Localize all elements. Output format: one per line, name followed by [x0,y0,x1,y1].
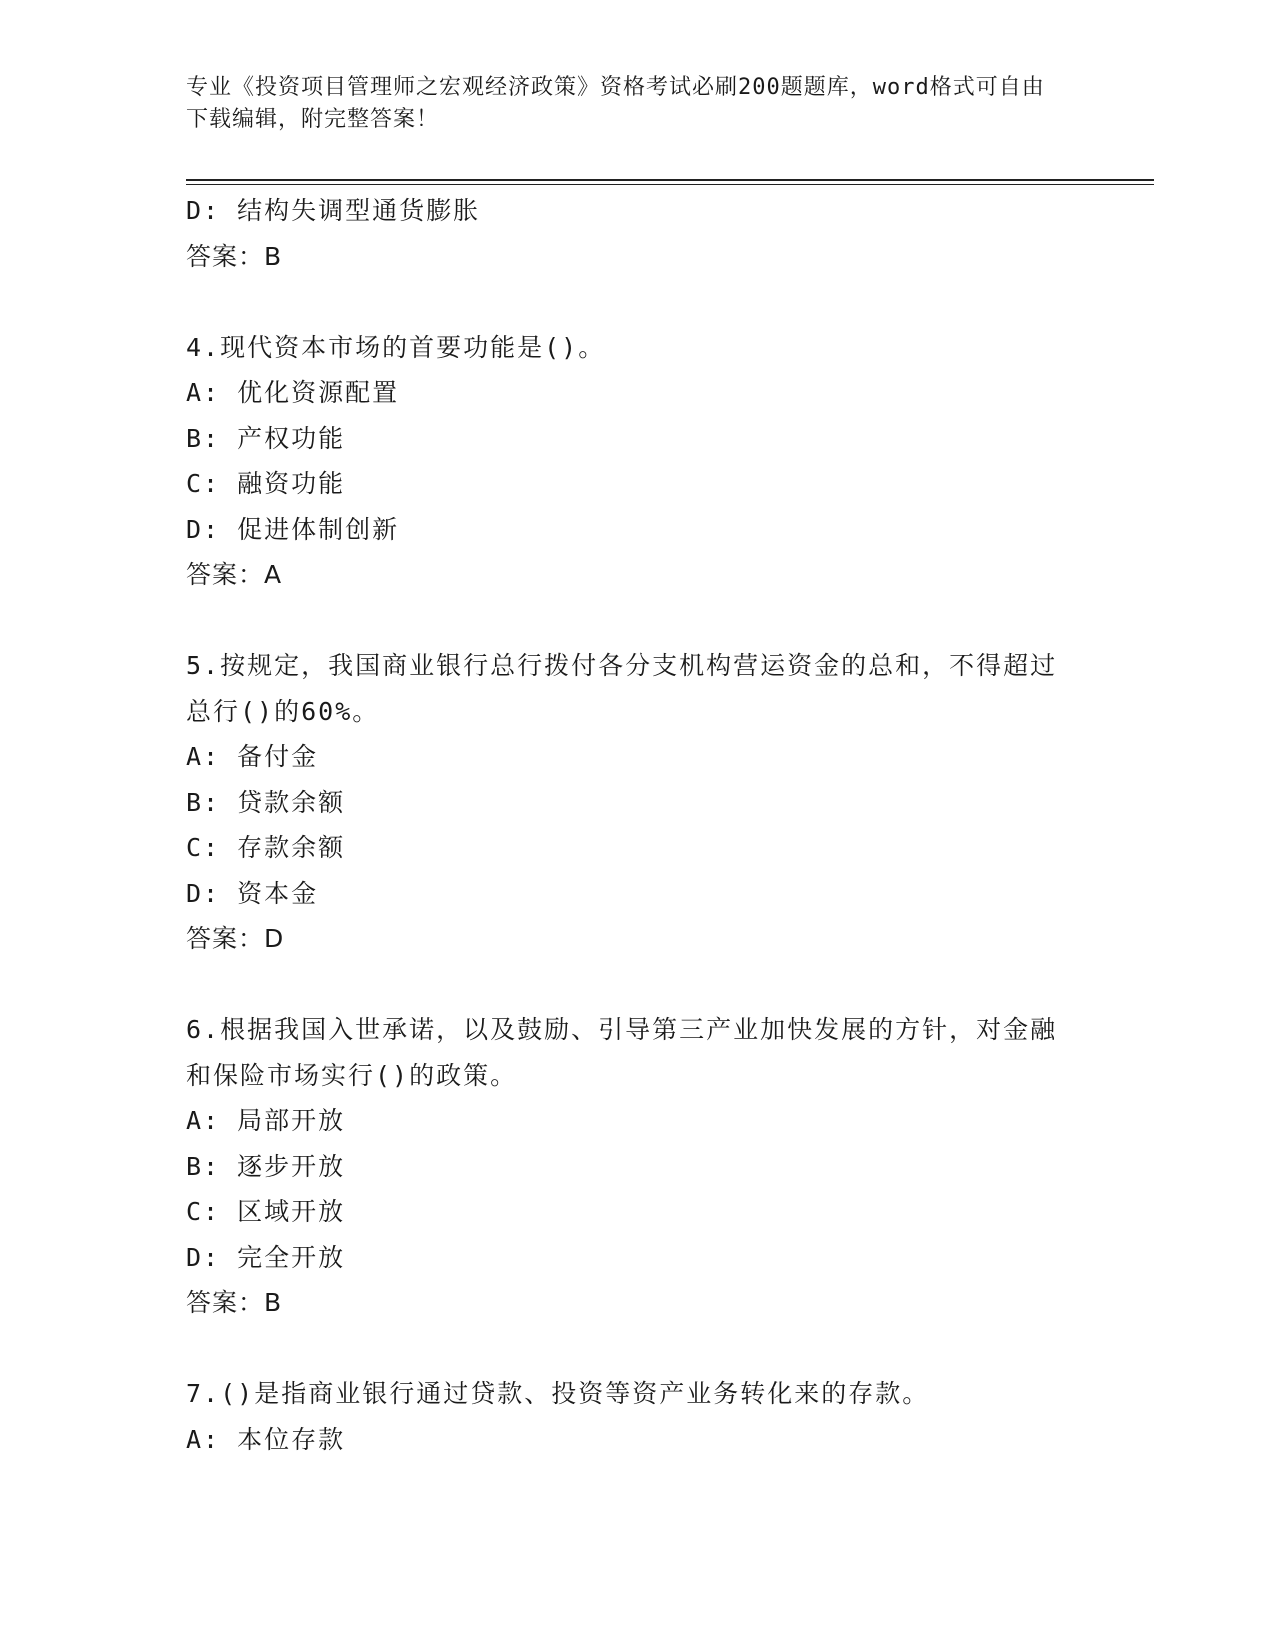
option-a: A: 局部开放 [186,1106,346,1135]
option-a: A: 备付金 [186,742,319,771]
option-b: B: 逐步开放 [186,1151,346,1181]
spacer [186,962,1086,1008]
question-6-text: 6.根据我国入世承诺，以及鼓励、引导第三产业加快发展的方针，对金融和保险市场实行()的政策。 [186,1015,1058,1090]
spacer [186,598,1086,644]
option-b: B: 产权功能 [186,423,346,453]
option-d: D: 资本金 [186,878,319,908]
question-7-text: 7.()是指商业银行通过贷款、投资等资产业务转化来的存款。 [186,1379,930,1408]
answer-line: 答案：B [186,241,283,271]
option-a: A: 本位存款 [186,1424,346,1454]
option-b: B: 贷款余额 [186,787,346,817]
answer-line: 答案：B [186,1288,283,1317]
option-c: C: 区域开放 [186,1197,346,1226]
option-c: C: 融资功能 [186,469,346,498]
option-d: D: 完全开放 [186,1242,346,1272]
header-divider-thin [186,184,1154,185]
question-5-text: 5.按规定，我国商业银行总行拨付各分支机构营运资金的总和，不得超过总行()的60%。 [186,651,1058,726]
answer-line: 答案：D [186,924,285,953]
header-divider-thick [186,179,1154,181]
option-d: D: 结构失调型通货膨胀 [186,196,481,225]
option-c: C: 存款余额 [186,833,346,862]
answer-line: 答案：A [186,560,283,589]
spacer [186,279,1086,325]
spacer [186,1326,1086,1372]
question-4-text: 4.现代资本市场的首要功能是()。 [186,332,606,362]
option-d: D: 促进体制创新 [186,514,400,544]
page-header: 专业《投资项目管理师之宏观经济政策》资格考试必刷200题题库，word格式可自由下载编辑，附完整答案！ [186,75,1045,132]
option-a: A: 优化资源配置 [186,378,400,407]
question-list [186,188,1086,1462]
